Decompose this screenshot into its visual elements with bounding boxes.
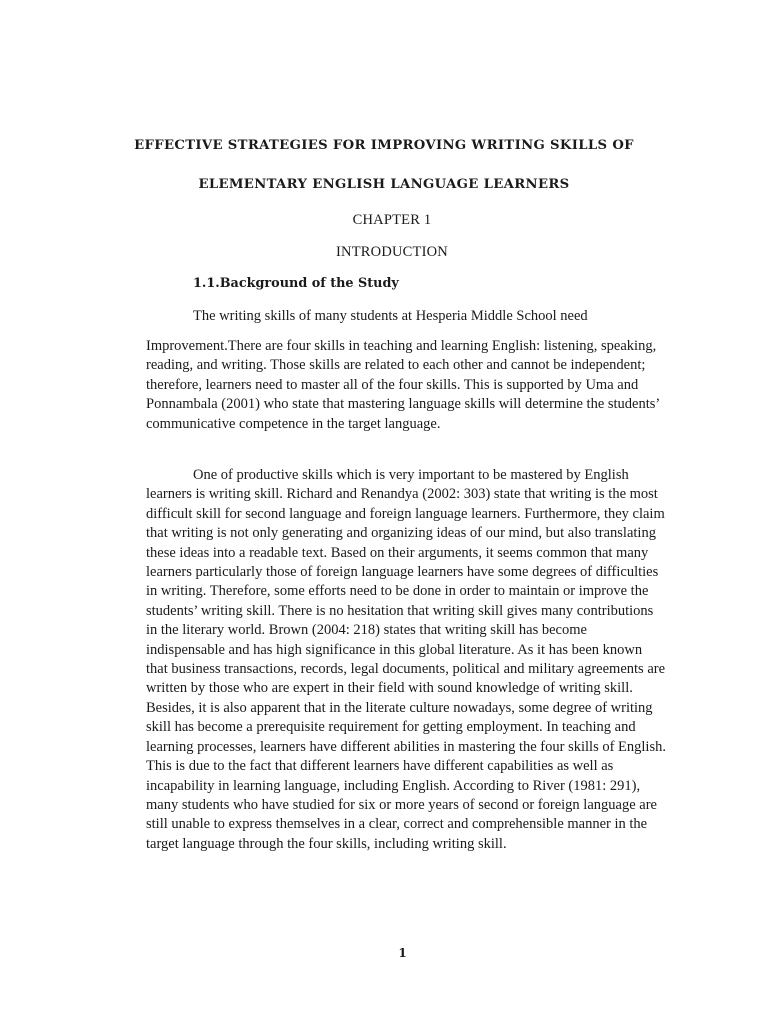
document-title-line-2: ELEMENTARY ENGLISH LANGUAGE LEARNERS: [198, 177, 570, 192]
paragraph-1: [146, 337, 666, 434]
paragraph-2: One of productive skills which is very important to be mastered by English learners is writing skill. Richard and Renandya (2002: 303) state that writing is the most difficult skill for second language and foreign language learners. Furthermore, they claim that writing is not only generating and organizing ideas of our mind, but also translating these ideas into a readable text. Based on their arguments, it seems common that many learners particularly those of foreign language learners have some degrees of difficulties in writing. Therefore, some efforts need to be done in order to maintain or improve the students’ writing skill. There is no hesitation that writing skill gives many contributions in the literary world. Brown (2004: 218) states that writing skill has become indispensable and has high significance in this global literature. As it has been known that business transactions, records, legal documents, political and military agreements are written by those who are expert in their field with sound knowledge of writing skill. Besides, it is also apparent that in the literate culture nowadays, some degree of writing skill has become a prerequisite requirement for getting employment. In teaching and learning processes, learners have different abilities in mastering the four skills of English. This is due to the fact that different learners have different capabilities as well as incapability in learning language, including English. According to River (1981: 291), many students who have studied for six or more years of second or foreign language are still unable to express themselves in a clear, correct and comprehensible manner in the target language through the four skills, including writing skill.: [146, 467, 666, 852]
paragraph-1-lead-word: Improvement.: [146, 338, 228, 354]
section-heading: 1.1.Background of the Study: [193, 276, 399, 291]
chapter-title: INTRODUCTION: [336, 244, 448, 260]
chapter-label: CHAPTER 1: [352, 212, 432, 228]
paragraph-1-first-line: The writing skills of many students at Hesperia Middle School need: [193, 308, 588, 324]
page-number: 1: [398, 946, 407, 960]
paragraph-1-body: There are four skills in teaching and learning English: listening, speaking, reading, and writing. Those skills are related to each other and cannot be independent; therefore, learners need to master all of the four skills. This is supported by Uma and Ponnambala (2001) who state that mastering language skills will determine the students’ communicative competence in the target language.: [146, 338, 660, 432]
document-title-line-1: EFFECTIVE STRATEGIES FOR IMPROVING WRITING SKILLS OF: [134, 138, 634, 153]
